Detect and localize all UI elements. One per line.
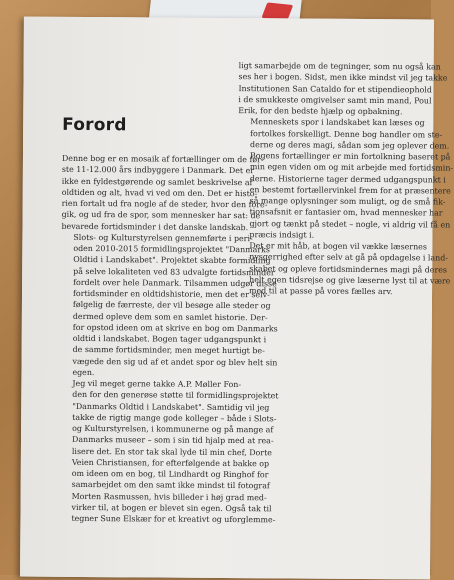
text-line: og Kulturstyrelsen, i kommunerne og på mange af: [72, 423, 274, 435]
text-line: fordelt over hele Danmark. Tilsammen udgør disse: [73, 277, 277, 289]
text-line: helt egen tidsrejse og give læserne lyst til at være: [249, 274, 451, 286]
text-line: den for den generøse støtte til formidlingsprojektet: [72, 390, 279, 401]
text-line: for opstod ideen om at skrive en bog om Danmarks: [72, 322, 278, 334]
text-line: samarbejdet om den samt ikke mindst til fotograf: [71, 480, 270, 491]
left-text-column: [59, 153, 279, 526]
text-line: Slots- og Kulturstyrelsen gennemførte i peri-: [73, 232, 253, 243]
text-line: oden 2010-2015 formidlingsprojektet "Danmarks: [73, 243, 271, 255]
paragraph: [238, 60, 448, 118]
text-line: ses her i bogen. Sidst, men ikke mindst vil jeg takke: [238, 72, 448, 83]
page-title: Forord: [62, 114, 127, 136]
text-line: Erik, for den bedste hjælp og opbakning.: [238, 106, 403, 117]
text-line: gik, og ud fra de spor, som mennesker har sat: de: [61, 210, 261, 221]
text-line: ste 11-12.000 års indbyggere i Danmark. Det er: [61, 165, 255, 176]
text-line: Institutionen San Cataldo for et stipendieophold: [238, 83, 432, 94]
text-line: med til at passe på vores fælles arv.: [249, 286, 393, 297]
text-line: præcis indsigt i.: [249, 229, 315, 240]
text-line: tionsafsnit er fantasier om, hvad mennesker har: [249, 207, 443, 218]
text-line: Jeg vil meget gerne takke A.P. Møller Fon-: [72, 378, 242, 390]
text-line: følgelig de færreste, der vil besøge alle steder og: [72, 300, 271, 311]
text-line: egen.: [72, 367, 95, 377]
text-line: virker til, at bogen er blevet sin egen. Også tak til: [71, 502, 272, 514]
text-line: om ideen om en bog, til Lindhardt og Ringhof for: [71, 468, 269, 480]
text-line: en bestemt fortællervinkel frem for at præsentere: [249, 184, 451, 196]
text-line: oldtiden og alt, hvad vi ved om den. Det er histo-: [61, 187, 258, 198]
text-line: i de smukkeste omgivelser samt min mand, Poul: [238, 94, 432, 106]
text-line: bevarede fortidsminder i det danske landskab.: [61, 221, 249, 232]
text-line: "Danmarks Oldtid i Landskabet". Samtidig vil jeg: [72, 401, 270, 412]
text-line: Det er mit håb, at bogen vil vække læsernes: [249, 241, 427, 252]
text-line: Oldtid i Landskabet". Projektet skabte formidling: [73, 255, 271, 266]
text-line: derne og deres magi, sådan som jeg oplever dem.: [250, 139, 450, 151]
text-line: dermed opleve dem som en samlet historie. Der-: [72, 311, 268, 322]
text-line: derne. Historierne tager dermed udgangspunkt i: [249, 173, 446, 185]
text-line: Bogens fortællinger er min fortolkning baseret på: [249, 151, 451, 162]
text-line: Veien Christiansen, for efterfølgende at bakke op: [71, 457, 270, 469]
paragraph: [61, 153, 268, 233]
text-line: fortidsminder en oldtidshistorie, men det er selv-: [72, 288, 270, 300]
text-line: lisere det. En stor tak skal lyde til min chef, Dorte: [71, 446, 272, 457]
text-line: min egen viden om og mit arbejde med fortidsmin-: [249, 162, 454, 173]
text-line: Denne bog er en mosaik af fortællinger om de før-: [61, 153, 264, 165]
text-line: vægede den sig ud af et andet spor og blev helt sin: [72, 356, 278, 367]
text-line: så mange oplysninger som muligt, og de små fik-: [249, 196, 446, 207]
text-line: Menneskets spor i landskabet kan læses og: [250, 117, 425, 128]
text-line: ikke en fyldestgørende og samlet beskrivelse af: [61, 176, 253, 187]
text-line: Danmarks museer – som i sin tid hjalp med at rea-: [71, 435, 274, 446]
text-line: på selve lokaliteten ved 83 udvalgte fortidsminder: [73, 266, 275, 277]
text-line: Morten Rasmussen, hvis billeder i høj grad med-: [71, 491, 267, 502]
text-line: skabet og opleve fortidsmindernes magi på deres: [249, 263, 447, 275]
text-line: nysgerrighed efter selv at gå på opdagelse i land-: [249, 252, 448, 263]
book-page: [20, 17, 454, 580]
text-line: fortolkes forskelligt. Denne bog handler om ste-: [250, 128, 443, 139]
text-line: takke de rigtig mange gode kolleger – både i Slots-: [72, 412, 277, 424]
text-line: rien fortalt ud fra nogle af de steder, hvor den fore-: [61, 198, 268, 210]
paragraph: [237, 116, 454, 241]
text-line: gjort og tænkt på stedet – nogle, vi aldrig vil få en: [249, 218, 451, 230]
text-line: ligt samarbejde om de tegninger, som nu også kan: [238, 61, 441, 72]
paragraph: [60, 232, 278, 380]
paragraph: [59, 378, 279, 526]
text-line: tegner Sune Elskær for et kreativt og uforglemme-: [71, 513, 276, 525]
text-line: de samme fortidsminder, men meget hurtigt be-: [72, 345, 265, 356]
text-line: oldtid i landskabet. Bogen tager udgangspunkt i: [72, 333, 267, 345]
